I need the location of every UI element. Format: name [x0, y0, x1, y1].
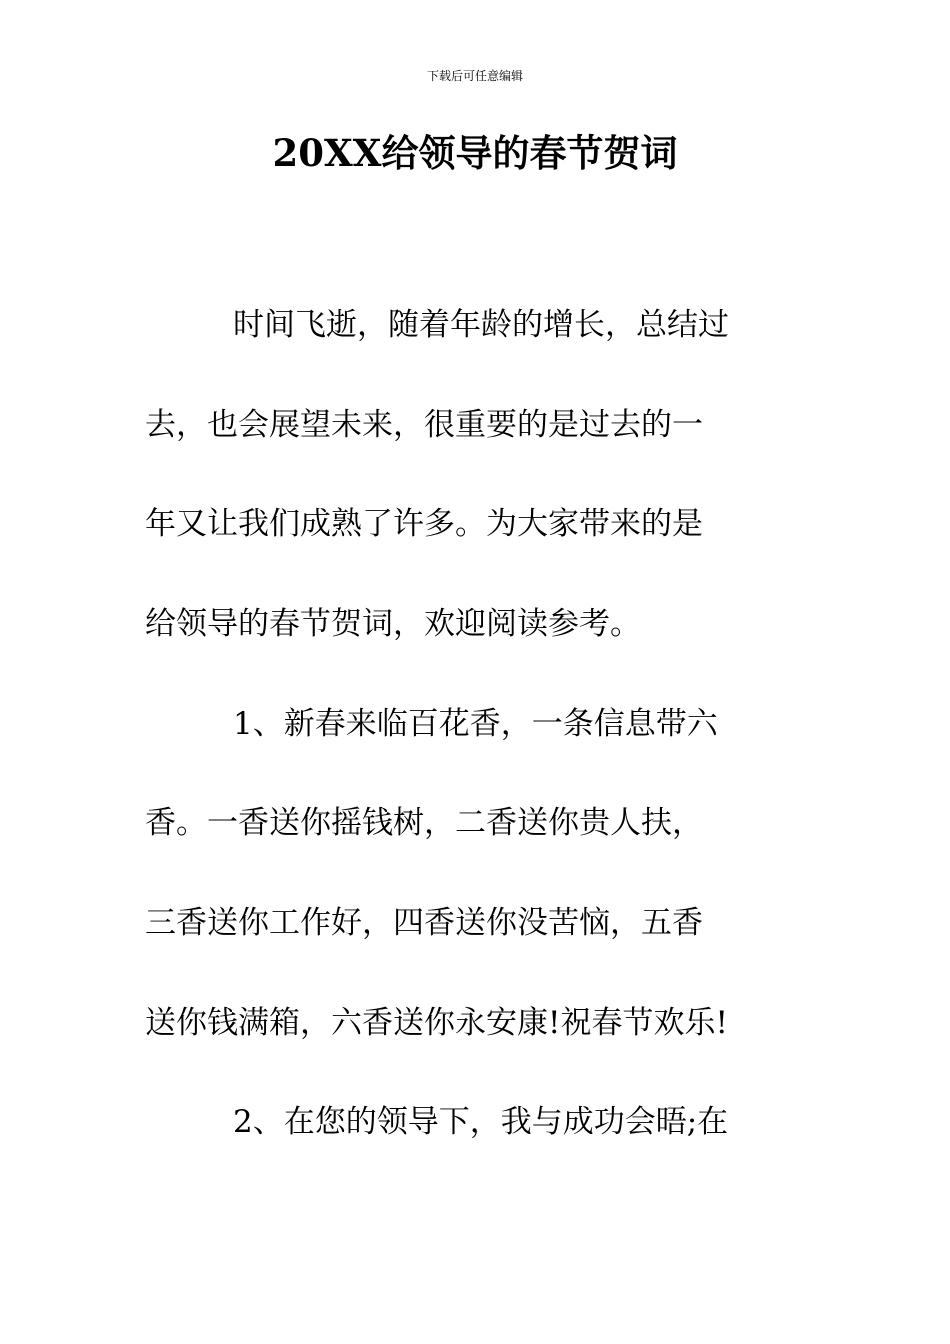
body-line: 去，也会展望未来，很重要的是过去的一	[145, 407, 703, 443]
body-line: 1、新春来临百花香，一条信息带六	[233, 706, 718, 742]
body-line: 给领导的春节贺词，欢迎阅读参考。	[145, 606, 641, 642]
body-line: 年又让我们成熟了许多。为大家带来的是	[145, 506, 703, 542]
body-line: 送你钱满箱，六香送你永安康!祝春节欢乐!	[145, 1005, 728, 1041]
body-line: 时间飞逝，随着年龄的增长，总结过	[233, 307, 729, 343]
document-title: 20XX给领导的春节贺词	[272, 131, 678, 175]
body-line: 香。一香送你摇钱树，二香送你贵人扶，	[145, 805, 703, 841]
body-line: 三香送你工作好，四香送你没苦恼，五香	[145, 905, 703, 941]
header-note: 下载后可任意编辑	[426, 69, 523, 83]
body-line: 2、在您的领导下，我与成功会晤;在	[233, 1104, 729, 1140]
